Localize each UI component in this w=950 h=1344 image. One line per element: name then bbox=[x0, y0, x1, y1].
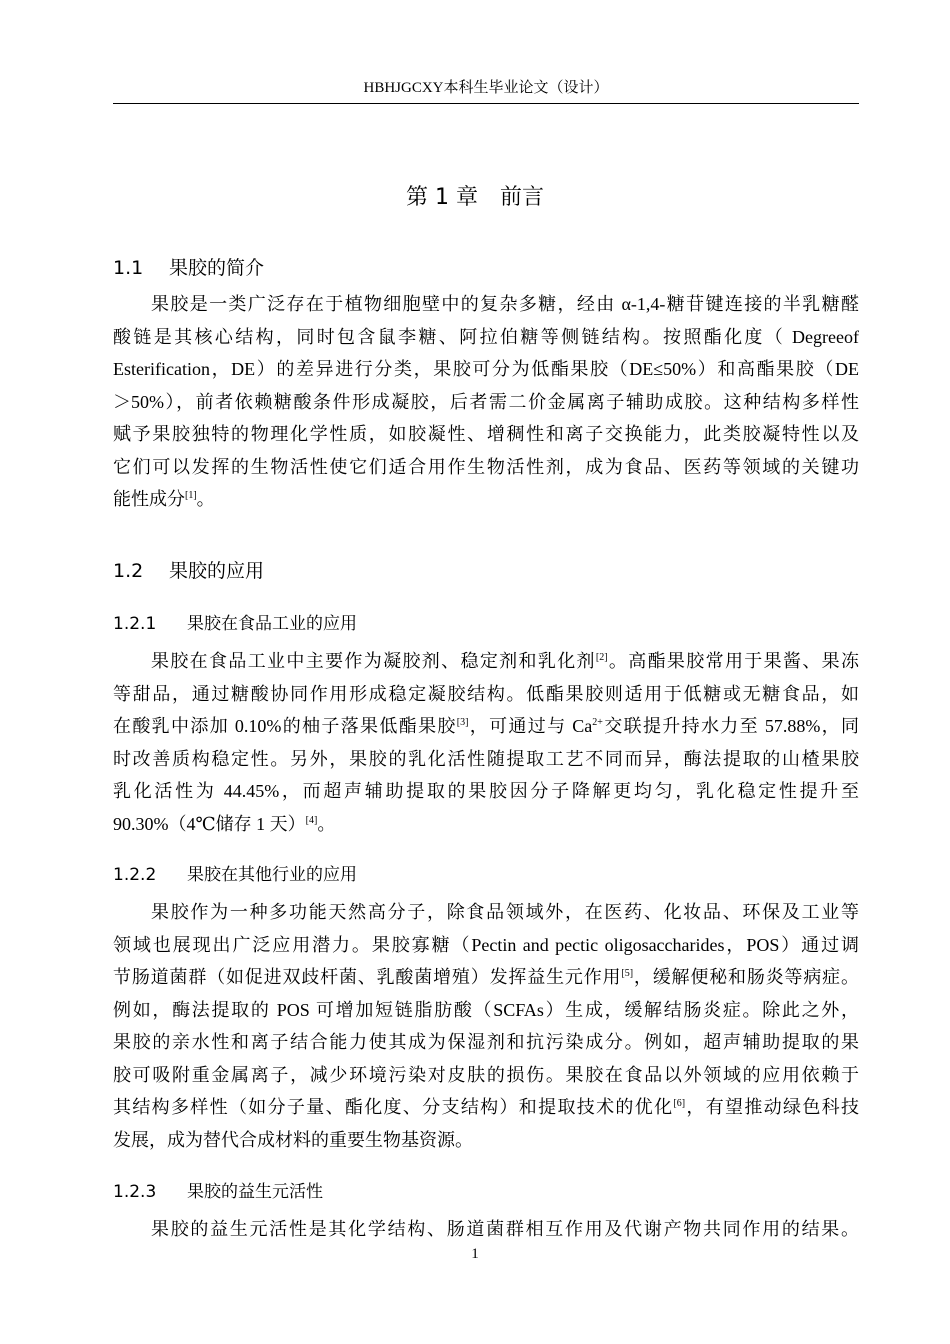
text-line bbox=[113, 775, 859, 808]
text-line bbox=[113, 961, 859, 994]
text-run: 能性成分 bbox=[113, 489, 185, 509]
text-run: 在酸乳中添加 0.10%的柚子落果低酯果胶 bbox=[113, 716, 457, 736]
text-line bbox=[113, 929, 859, 962]
text-line bbox=[113, 710, 859, 743]
section-title: 果胶的简介 bbox=[169, 257, 265, 279]
section-heading-1-2-3 bbox=[113, 1177, 323, 1202]
text-run: ＞50%），前者依赖糖酸条件形成凝胶，后者需二价金属离子辅助成胶。这种结构多样性 bbox=[113, 391, 859, 412]
citation-superscript: [2] bbox=[595, 652, 608, 663]
text-line bbox=[113, 1026, 859, 1059]
text-line bbox=[113, 743, 859, 776]
citation-superscript: [1] bbox=[185, 490, 197, 501]
text-line bbox=[113, 678, 859, 711]
section-title: 果胶的益生元活性 bbox=[187, 1182, 323, 1202]
text-run: 。高酯果胶常用于果酱、果冻 bbox=[607, 651, 859, 671]
text-run: Esterification，DE）的差异进行分类，果胶可分为低酯果胶（DE≤50%）和高酯果胶（DE bbox=[113, 359, 859, 379]
text-line bbox=[113, 386, 859, 419]
citation-superscript: [5] bbox=[621, 968, 634, 979]
section-title: 果胶的应用 bbox=[169, 560, 265, 582]
text-run: 交联提升持水力至 57.88%，同 bbox=[602, 716, 859, 736]
text-run: 等甜品，通过糖酸协同作用形成稳定凝胶结构。低酯果胶则适用于低糖或无糖食品，如 bbox=[113, 683, 859, 704]
text-run: 领域也展现出广泛应用潜力。果胶寡糖（Pectin and pectic oligosaccharides，POS）通过调 bbox=[113, 934, 859, 955]
section-title: 果胶在其他行业的应用 bbox=[187, 865, 357, 885]
paragraph bbox=[113, 1213, 859, 1246]
text-run: 例如，酶法提取的 POS 可增加短链脂肪酸（SCFAs）生成，缓解结肠炎症。除此之外， bbox=[113, 999, 859, 1020]
text-run: 节肠道菌群（如促进双歧杆菌、乳酸菌增殖）发挥益生元作用 bbox=[113, 967, 622, 987]
citation-superscript: 2+ bbox=[592, 717, 603, 728]
text-run: 其结构多样性（如分子量、酯化度、分支结构）和提取技术的优化 bbox=[113, 1097, 674, 1117]
citation-superscript: [6] bbox=[673, 1098, 686, 1109]
text-line bbox=[113, 288, 859, 321]
paragraph bbox=[113, 645, 859, 840]
section-number: 1.2.2 bbox=[113, 865, 157, 885]
section-title: 果胶在食品工业的应用 bbox=[187, 614, 357, 634]
text-line bbox=[113, 321, 859, 354]
paragraph bbox=[113, 288, 859, 516]
text-run: 时改善质构稳定性。另外，果胶的乳化活性随提取工艺不同而异，酶法提取的山楂果胶 bbox=[113, 748, 859, 769]
text-run: 90.30%（4℃储存 1 天） bbox=[113, 813, 306, 834]
text-run: 果胶在食品工业中主要作为凝胶剂、稳定剂和乳化剂 bbox=[151, 651, 596, 671]
text-line bbox=[113, 1213, 859, 1246]
text-line bbox=[113, 1124, 859, 1157]
text-run: 。 bbox=[196, 489, 215, 509]
text-run: 果胶是一类广泛存在于植物细胞壁中的复杂多糖，经由 α-1,4-糖苷键连接的半乳糖醛 bbox=[151, 294, 859, 314]
text-run: ，缓解便秘和肠炎等病症。 bbox=[633, 967, 860, 987]
header-rule bbox=[113, 103, 859, 104]
text-line bbox=[113, 1059, 859, 1092]
text-run: ，可通过与 Ca bbox=[468, 716, 593, 736]
text-run: 果胶作为一种多功能天然高分子，除食品领域外，在医药、化妆品、环保及工业等 bbox=[151, 902, 859, 922]
paragraph bbox=[113, 896, 859, 1156]
text-run: 果胶的亲水性和离子结合能力使其成为保湿剂和抗污染成分。例如，超声辅助提取的果 bbox=[113, 1032, 859, 1052]
section-heading-1-2 bbox=[113, 556, 264, 583]
running-header: HBHJGCXY本科生毕业论文（设计） bbox=[363, 80, 609, 96]
section-number: 1.2.1 bbox=[113, 614, 157, 634]
section-number: 1.2.3 bbox=[113, 1182, 157, 1202]
text-run: 果胶的益生元活性是其化学结构、肠道菌群相互作用及代谢产物共同作用的结果。 bbox=[151, 1219, 859, 1239]
text-run: 它们可以发挥的生物活性使它们适合用作生物活性剂，成为食品、医药等领域的关键功 bbox=[113, 456, 859, 477]
page-number: 1 bbox=[471, 1246, 479, 1262]
citation-superscript: [3] bbox=[456, 717, 469, 728]
section-heading-1-1 bbox=[113, 253, 264, 280]
text-line bbox=[113, 808, 859, 841]
text-line bbox=[113, 418, 859, 451]
text-line bbox=[113, 1091, 859, 1124]
text-run: 乳化活性为 44.45%，而超声辅助提取的果胶因分子降解更均匀，乳化稳定性提升至 bbox=[113, 781, 859, 801]
section-number: 1.1 bbox=[113, 257, 144, 279]
text-run: ，有望推动绿色科技 bbox=[685, 1097, 859, 1117]
citation-superscript: [4] bbox=[305, 814, 318, 826]
text-run: 。 bbox=[317, 813, 336, 834]
text-line bbox=[113, 645, 859, 678]
section-number: 1.2 bbox=[113, 560, 144, 582]
text-line bbox=[113, 994, 859, 1027]
section-heading-1-2-2 bbox=[113, 860, 357, 885]
section-heading-1-2-1 bbox=[113, 609, 357, 634]
text-run: 酸链是其核心结构，同时包含鼠李糖、阿拉伯糖等侧链结构。按照酯化度（ Degreeof bbox=[113, 326, 859, 347]
text-run: 发展，成为替代合成材料的重要生物基资源。 bbox=[113, 1129, 473, 1150]
text-line bbox=[113, 483, 859, 516]
text-run: 胶可吸附重金属离子，减少环境污染对皮肤的损伤。果胶在食品以外领域的应用依赖于 bbox=[113, 1064, 859, 1085]
text-line bbox=[113, 353, 859, 386]
chapter-title: 第 1 章 前言 bbox=[406, 185, 544, 210]
text-line bbox=[113, 451, 859, 484]
text-run: 赋予果胶独特的物理化学性质，如胶凝性、增稠性和离子交换能力，此类胶凝特性以及 bbox=[113, 424, 859, 444]
text-line bbox=[113, 896, 859, 929]
